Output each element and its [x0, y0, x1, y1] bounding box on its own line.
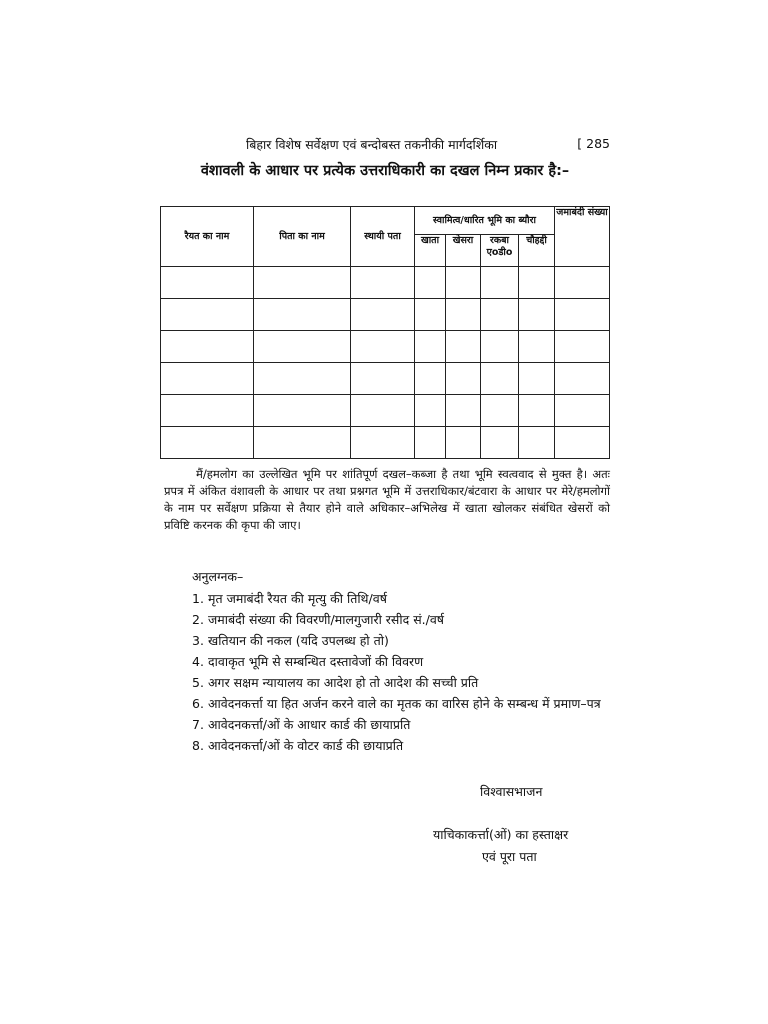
- header-chauhaddi: चौहद्दी: [519, 235, 555, 267]
- table-cell: [351, 299, 415, 331]
- table-row: [161, 427, 610, 459]
- table-cell: [351, 427, 415, 459]
- table-cell: [481, 395, 519, 427]
- table-cell: [446, 299, 481, 331]
- table-cell: [161, 267, 254, 299]
- list-item: [192, 672, 610, 693]
- table-cell: [519, 363, 555, 395]
- list-item: [192, 630, 610, 651]
- genealogy-possession-table: [160, 206, 610, 459]
- table-cell: [351, 395, 415, 427]
- table-cell: [446, 363, 481, 395]
- table-cell: [351, 363, 415, 395]
- table-cell: [161, 363, 254, 395]
- address-label: एवं पूरा पता: [482, 849, 537, 864]
- table-body: [161, 267, 610, 459]
- table-row: [161, 395, 610, 427]
- item-text: आवेदनकर्त्ता/ओं के आधार कार्ड की छायाप्रति: [208, 717, 411, 732]
- table-row: [161, 331, 610, 363]
- table-cell: [481, 363, 519, 395]
- item-number: 4.: [192, 654, 204, 669]
- item-text: खतियान की नकल (यदि उपलब्ध हो तो): [208, 633, 389, 648]
- item-number: 2.: [192, 612, 204, 627]
- header-father-name: पिता का नाम: [254, 207, 351, 267]
- table-cell: [519, 395, 555, 427]
- table-cell: [446, 331, 481, 363]
- table-cell: [161, 331, 254, 363]
- book-title: बिहार विशेष सर्वेक्षण एवं बन्दोबस्त तकनीकी मार्गदर्शिका: [246, 137, 498, 152]
- table-cell: [254, 395, 351, 427]
- table-cell: [351, 331, 415, 363]
- list-item: [192, 735, 610, 756]
- item-text: आवेदनकर्त्ता या हित अर्जन करने वाले का मृतक का वारिस होने के सम्बन्ध में प्रमाण–पत्र: [208, 696, 601, 711]
- list-item: [192, 609, 610, 630]
- table-cell: [161, 299, 254, 331]
- item-number: 6.: [192, 696, 204, 711]
- table-cell: [555, 395, 610, 427]
- form-title: वंशावली के आधार पर प्रत्येक उत्तराधिकारी का दखल निम्न प्रकार है:–: [200, 163, 570, 179]
- item-text: दावाकृत भूमि से सम्बन्धित दस्तावेजों की विवरण: [208, 654, 424, 669]
- table-cell: [519, 299, 555, 331]
- header-khata: खाता: [415, 235, 446, 267]
- item-number: 3.: [192, 633, 204, 648]
- item-text: मृत जमाबंदी रैयत की मृत्यु की तिथि/वर्ष: [208, 591, 387, 606]
- list-item: [192, 651, 610, 672]
- item-number: 7.: [192, 717, 204, 732]
- item-number: 8.: [192, 738, 204, 753]
- header-permanent-address: स्थायी पता: [351, 207, 415, 267]
- annexure-heading: अनुलग्नक–: [192, 569, 244, 584]
- page-number: [ 285: [577, 136, 610, 151]
- table-cell: [254, 267, 351, 299]
- table-cell: [415, 331, 446, 363]
- header-rakba: रकबा एoडीo: [481, 235, 519, 267]
- table-cell: [519, 427, 555, 459]
- table-cell: [555, 299, 610, 331]
- table-cell: [519, 267, 555, 299]
- table-cell: [415, 395, 446, 427]
- annexure-list: [192, 588, 610, 756]
- table-cell: [254, 299, 351, 331]
- table-cell: [254, 331, 351, 363]
- table-cell: [555, 427, 610, 459]
- table-cell: [519, 331, 555, 363]
- list-item: [192, 693, 610, 714]
- header-khesra: खेसरा: [446, 235, 481, 267]
- item-text: आवेदनकर्त्ता/ओं के वोटर कार्ड की छायाप्रति: [208, 738, 404, 753]
- table-cell: [415, 363, 446, 395]
- table-cell: [555, 331, 610, 363]
- table-cell: [481, 427, 519, 459]
- table-cell: [446, 267, 481, 299]
- closing-salutation: विश्वासभाजन: [480, 784, 543, 799]
- item-text: जमाबंदी संख्या की विवरणी/मालगुजारी रसीद सं./वर्ष: [208, 612, 445, 627]
- list-item: [192, 588, 610, 609]
- table-cell: [555, 267, 610, 299]
- table-cell: [446, 427, 481, 459]
- table-cell: [446, 395, 481, 427]
- table-cell: [161, 427, 254, 459]
- declaration-paragraph: मैं/हमलोग का उल्लेखित भूमि पर शांतिपूर्ण दखल–कब्जा है तथा भूमि स्वत्ववाद से मुक्त है। अतः प्रपत्र में अंकित वंशावली के आधार पर तथा प्रश्नगत भूमि में उत्तराधिकार/बंटवारा के आधार पर मेरे/हमलोगों के नाम पर सर्वेक्षण प्रक्रिया से तैयार होने वाले अधिकार–अभिलेख में खाता खोलकर संबंधित खेसरों को प्रविष्टि करनक की कृपा की जाए।: [164, 467, 610, 532]
- running-header: [246, 136, 610, 153]
- header-jamabandi-number: जमाबंदी संख्या: [555, 207, 610, 267]
- table-cell: [415, 267, 446, 299]
- table-cell: [254, 363, 351, 395]
- table-cell: [254, 427, 351, 459]
- table-cell: [415, 299, 446, 331]
- table-cell: [415, 427, 446, 459]
- table-cell: [481, 299, 519, 331]
- header-land-details: स्वामित्व/धारित भूमि का ब्यौरा: [415, 207, 555, 235]
- table-cell: [481, 331, 519, 363]
- table-row: [161, 299, 610, 331]
- table-cell: [481, 267, 519, 299]
- table-cell: [161, 395, 254, 427]
- table-cell: [351, 267, 415, 299]
- table-row: [161, 363, 610, 395]
- table-row: [161, 267, 610, 299]
- list-item: [192, 714, 610, 735]
- item-number: 5.: [192, 675, 204, 690]
- signature-label: याचिकाकर्त्ता(ओं) का हस्ताक्षर: [433, 827, 569, 842]
- item-text: अगर सक्षम न्यायालय का आदेश हो तो आदेश की सच्ची प्रति: [208, 675, 479, 690]
- item-number: 1.: [192, 591, 204, 606]
- header-raiyat-name: रैयत का नाम: [161, 207, 254, 267]
- table-cell: [555, 363, 610, 395]
